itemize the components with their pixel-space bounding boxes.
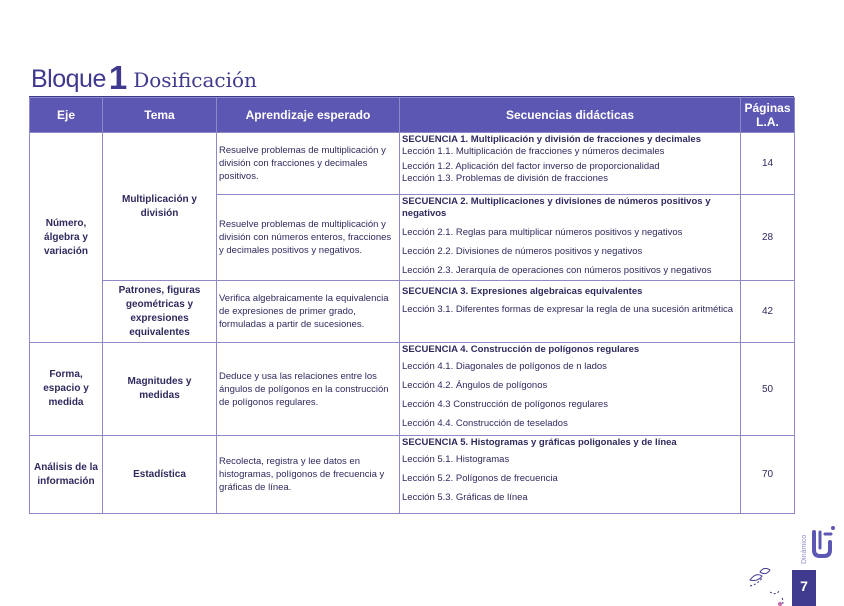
leccion: Lección 4.4. Construcción de teselados [402, 418, 568, 429]
leccion: Lección 5.1. Histogramas [402, 454, 510, 465]
paginas-cell: 14 [741, 133, 795, 195]
leccion: Lección 3.1. Diferentes formas de expresar la regla de una sucesión aritmética [402, 304, 734, 315]
paginas-cell: 28 [741, 195, 795, 281]
table-row [30, 133, 795, 195]
secuencia-title: SECUENCIA 1. Multiplicación y división de fracciones y decimales [402, 134, 701, 145]
leaf-icon [760, 568, 770, 573]
paginas-cell: 42 [741, 281, 795, 343]
secuencia-cell [400, 436, 741, 514]
secuencia-title: SECUENCIA 5. Histogramas y gráficas poligonales y de línea [402, 437, 677, 448]
tema-cell: Estadística [103, 436, 217, 514]
eje-cell: Análisis de la información [30, 436, 103, 514]
secuencia-cell [400, 281, 741, 343]
leccion: Lección 2.3. Jerarquía de operaciones con números positivos y negativos [402, 265, 712, 276]
secuencia-title: SECUENCIA 3. Expresiones algebraicas equivalentes [402, 286, 643, 297]
aprendizaje-cell: Resuelve problemas de multiplicación y división con números enteros, fracciones y decimales positivos y negativos. [217, 195, 400, 281]
secuencia-title: SECUENCIA 2. Multiplicaciones y divisiones de números positivos y negativos [402, 196, 711, 219]
header-secuencias: Secuencias didácticas [400, 98, 741, 133]
leccion: Lección 1.1. Multiplicación de fracciones y números decimales [402, 146, 665, 157]
dosificacion-table [29, 97, 795, 514]
table-header-row [30, 98, 795, 133]
leccion: Lección 4.2. Ángulos de polígonos [402, 380, 548, 391]
aprendizaje-cell: Verifica algebraicamente la equivalencia de expresiones de primer grado, formuladas a partir de sucesiones. [217, 281, 400, 343]
registered-icon [831, 526, 835, 530]
header-paginas [741, 98, 795, 133]
header-tema: Tema [103, 98, 217, 133]
header-aprendizaje: Aprendizaje esperado [217, 98, 400, 133]
table-row [30, 281, 795, 343]
bloque-label: Bloque [31, 65, 106, 93]
dot-icon [778, 602, 782, 606]
leccion: Lección 1.2. Aplicación del factor inverso de proporcionalidad [402, 161, 660, 172]
secuencia-cell [400, 133, 741, 195]
header-paginas-label: Páginas [744, 101, 791, 115]
page-title [31, 58, 257, 94]
leccion: Lección 4.3 Construcción de polígonos regulares [402, 399, 608, 410]
leccion: Lección 2.2. Divisiones de números positivos y negativos [402, 246, 643, 257]
brand-name: Dinámico [801, 534, 808, 564]
brand-logo [802, 520, 836, 570]
secuencia-title: SECUENCIA 4. Construcción de polígonos regulares [402, 344, 640, 355]
page-number: 7 [792, 570, 816, 606]
dashed-path-icon [750, 578, 783, 605]
secuencia-cell [400, 195, 741, 281]
secuencia-cell [400, 343, 741, 436]
table-row [30, 343, 795, 436]
tema-cell: Magnitudes y medidas [103, 343, 217, 436]
leaf-decoration-icon [746, 564, 790, 606]
header-paginas-la: L.A. [756, 115, 779, 129]
leccion: Lección 5.2. Polígonos de frecuencia [402, 473, 558, 484]
header-eje: Eje [30, 98, 103, 133]
paginas-cell: 50 [741, 343, 795, 436]
eje-cell: Número, álgebra y variación [30, 133, 103, 343]
eje-cell: Forma, espacio y medida [30, 343, 103, 436]
leccion: Lección 2.1. Reglas para multiplicar números positivos y negativos [402, 227, 683, 238]
bloque-number: 1 [108, 59, 128, 96]
leccion: Lección 4.1. Diagonales de polígonos de n lados [402, 361, 607, 372]
leccion: Lección 5.3. Gráficas de línea [402, 492, 528, 503]
paginas-cell: 70 [741, 436, 795, 514]
aprendizaje-cell: Deduce y usa las relaciones entre los ángulos de polígonos en la construcción de polígonos regulares. [217, 343, 400, 436]
tema-cell: Multiplicación y división [103, 133, 217, 281]
brand-mark-icon [814, 532, 830, 556]
table-row [30, 436, 795, 514]
aprendizaje-cell: Recolecta, registra y lee datos en histogramas, polígonos de frecuencia y gráficas de línea. [217, 436, 400, 514]
leccion: Lección 1.3. Problemas de división de fracciones [402, 173, 608, 184]
section-title: Dosificación [133, 68, 257, 92]
aprendizaje-cell: Resuelve problemas de multiplicación y división con fracciones y decimales positivos. [217, 133, 400, 195]
tema-cell: Patrones, figuras geométricas y expresiones equivalentes [103, 281, 217, 343]
